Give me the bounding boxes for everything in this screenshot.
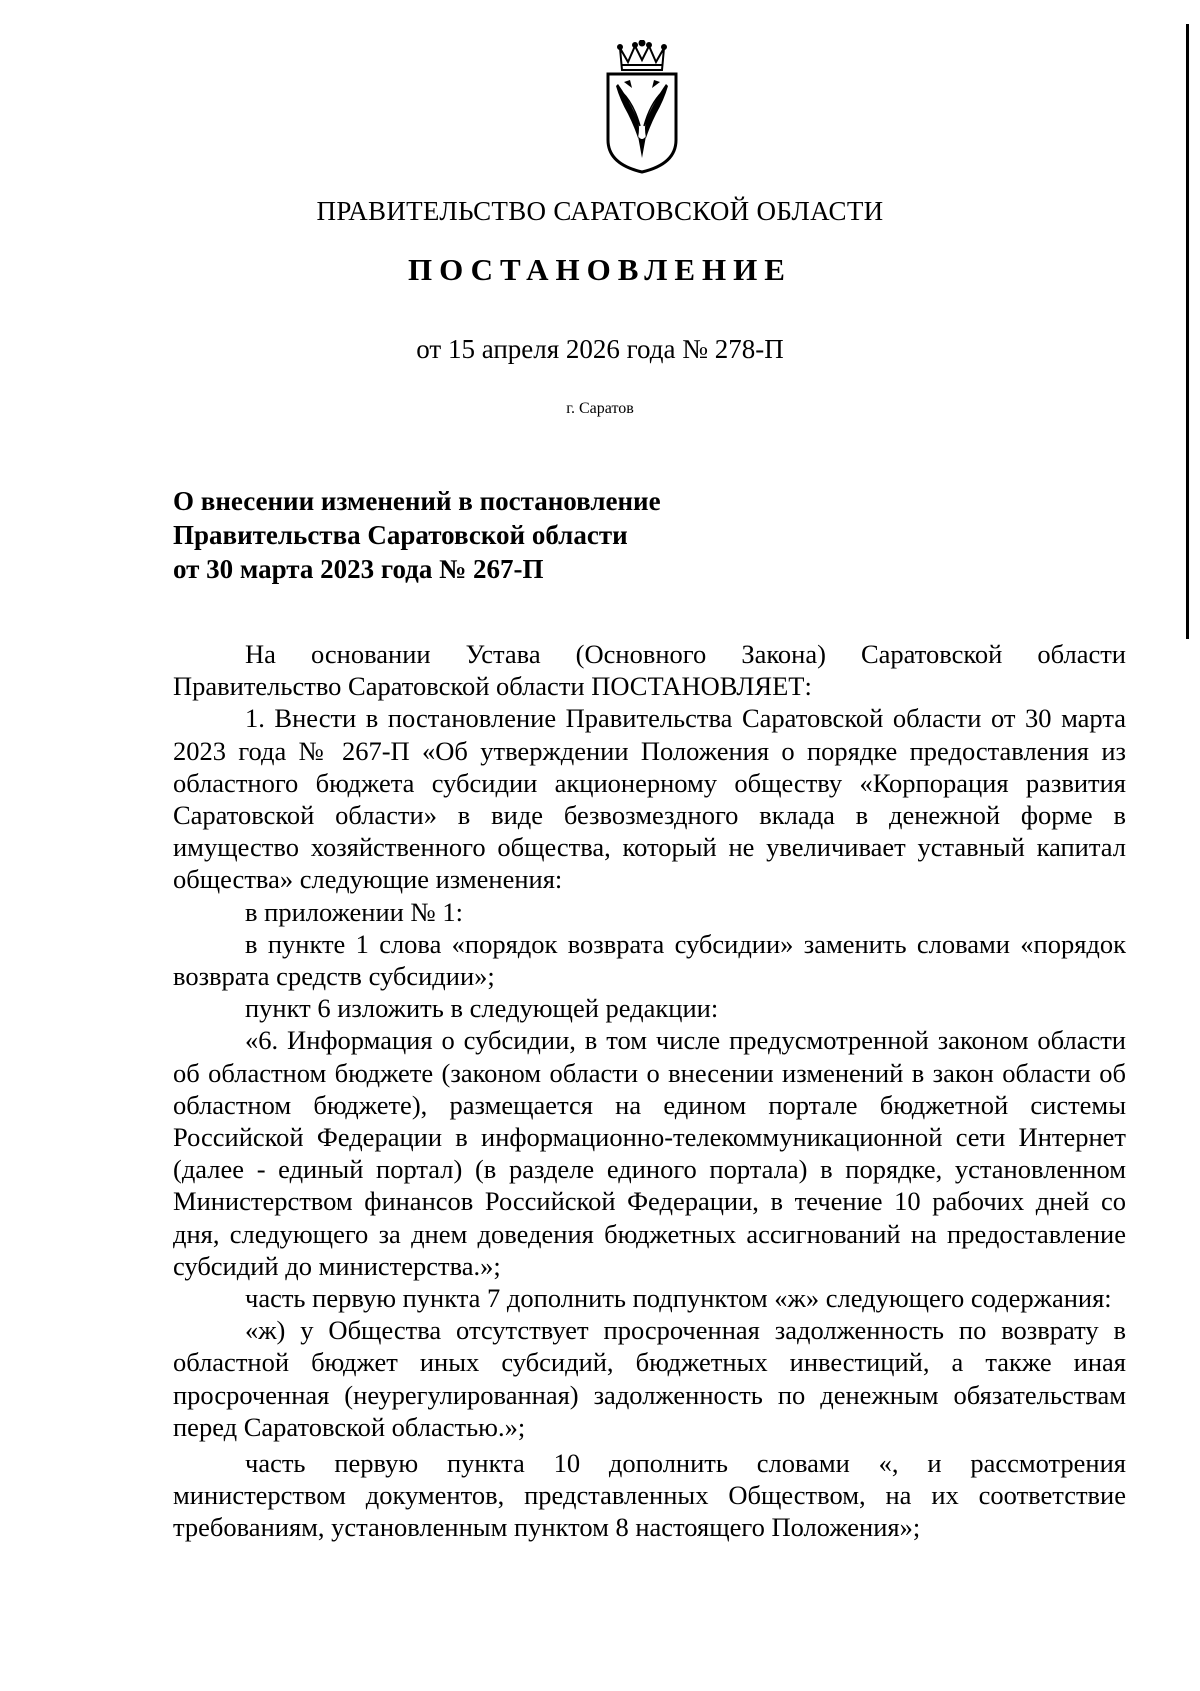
document-subject: [173, 484, 873, 586]
saratov-coat-of-arms-icon: [594, 40, 690, 176]
organization-name: ПРАВИТЕЛЬСТВО САРАТОВСКОЙ ОБЛАСТИ: [316, 196, 884, 226]
document-city: г. Саратов: [566, 400, 634, 417]
body-paragraph: часть первую пункта 7 дополнить подпунктом «ж» следующего содержания:: [245, 1283, 1112, 1314]
body-paragraph: в пункте 1 слова «порядок возврата субсидии» заменить словами «порядок возврата средств субсидии»;: [173, 928, 1126, 992]
subject-line: от 30 марта 2023 года № 267-П: [173, 554, 544, 584]
document-type-title: ПОСТАНОВЛЕНИЕ: [408, 252, 792, 287]
body-paragraph: часть первую пункта 10 дополнить словами «, и рассмотрения министерством документов, представленных Обществом, на их соответствие требованиям, установленным пунктом 8 настоящего Положения»;: [173, 1448, 1126, 1543]
subject-line: О внесении изменений в постановление: [173, 486, 661, 516]
document-body: [173, 638, 1126, 1544]
body-paragraph: в приложении № 1:: [245, 896, 463, 927]
body-paragraph: На основании Устава (Основного Закона) Саратовской области Правительство Саратовской области ПОСТАНОВЛЯЕТ:: [173, 639, 1126, 702]
page-edge-line: [1186, 24, 1189, 639]
body-paragraph: «ж) у Общества отсутствует просроченная задолженность по возврату в областной бюджет иных субсидий, бюджетных инвестиций, а также иная просроченная (неурегулированная) задолженность по денежным обязательствам перед Саратовской областью.»;: [173, 1315, 1126, 1442]
body-paragraph: 1. Внести в постановление Правительства Саратовской области от 30 марта 2023 года № 267-П «Об утверждении Положения о порядке предоставления из областного бюджета субсидии акционерному обществу «Корпорация развития Саратовской области» в виде безвозмездного вклада в денежной форме в имущество хозяйственного общества, который не увеличивает уставный капитал общества» следующие изменения:: [173, 703, 1126, 895]
body-paragraph: пункт 6 изложить в следующей редакции:: [245, 993, 719, 1024]
document-number-date: от 15 апреля 2026 года № 278-П: [416, 334, 784, 364]
subject-line: Правительства Саратовской области: [173, 520, 628, 550]
body-paragraph: «6. Информация о субсидии, в том числе предусмотренной законом области об областном бюджете (законом области о внесении изменений в закон области об областном бюджете), размещается на едином портале бюджетной системы Российской Федерации в информационно-телекоммуникационной сети Интернет (далее - единый портал) (в разделе единого портала) в порядке, установленном Министерством финансов Российской Федерации, в течение 10 рабочих дней со дня, следующего за днем доведения бюджетных ассигнований на предоставление субсидий до министерства.»;: [173, 1025, 1126, 1281]
